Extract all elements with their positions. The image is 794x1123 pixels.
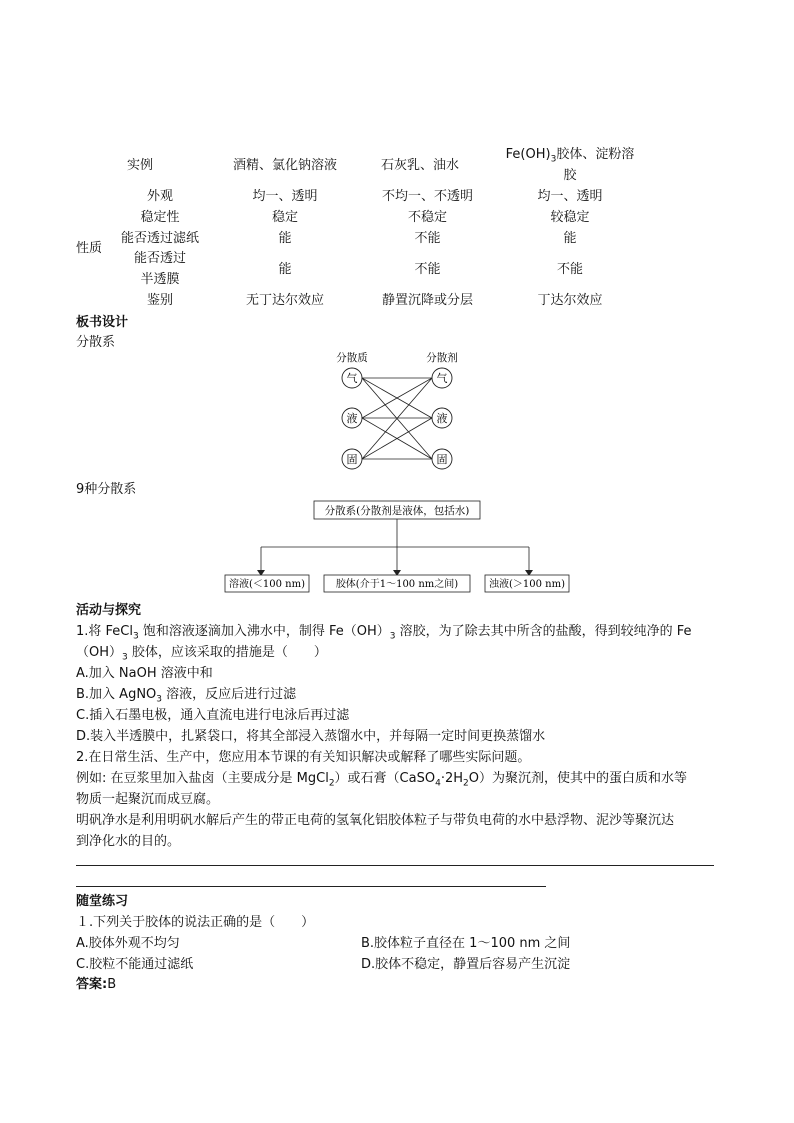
nine-systems-label: 9种分散系: [76, 482, 137, 497]
row-label: 外观: [146, 189, 173, 204]
row-label: 稳定性: [140, 210, 180, 225]
left-node-gas-label: 气: [346, 372, 358, 385]
row-label: 能否透过: [133, 251, 186, 266]
cell: 均一、透明: [252, 189, 318, 204]
table-header-suspension: 石灰乳、油水: [380, 158, 459, 173]
activity-heading: 活动与探究: [76, 603, 142, 618]
activity-option-b: B.加入 AgNO$_3$ 溶液，反应后进行过滤: [76, 687, 297, 705]
dispersion-combination-diagram: [330, 345, 470, 475]
right-node-liquid-label: 液: [436, 412, 448, 425]
colloid-label: 胶体(介于1～100 nm之间): [335, 579, 459, 590]
solution-label: 溶液(＜100 nm): [229, 579, 305, 590]
activity-q2: 2.在日常生活、生产中，您应用本节课的有关知识解决或解释了哪些实际问题。: [76, 750, 531, 765]
practice-option-b: B.胶体粒子直径在 1～100 nm 之间: [361, 936, 571, 951]
diagram-right-title: 分散剂: [426, 352, 458, 364]
left-node-liquid-label: 液: [346, 412, 358, 425]
right-node-solid-label: 固: [436, 453, 448, 466]
cell: 不能: [414, 231, 441, 246]
cell: 稳定: [271, 210, 298, 225]
cell: 较稳定: [550, 210, 590, 225]
left-node-solid-label: 固: [346, 453, 358, 466]
cell: 不均一、不透明: [381, 189, 473, 204]
practice-option-c: C.胶粒不能通过滤纸: [76, 957, 194, 972]
answer-line-2: [76, 886, 546, 887]
table-header-label: 实例: [126, 158, 153, 173]
row-label: 能否透过滤纸: [120, 231, 199, 246]
cell: 能: [563, 231, 577, 246]
cell: 能: [278, 231, 292, 246]
activity-example-line2: 物质一起聚沉而成豆腐。: [76, 792, 220, 807]
right-node-gas-label: 气: [436, 372, 448, 385]
table-header-colloid-line2: 胶: [563, 168, 577, 183]
table-header-colloid: $Fe(OH)_3$胶体、淀粉溶: [505, 147, 635, 165]
cell: 不稳定: [407, 210, 447, 225]
activity-example-line1: 例如: 在豆浆里加入盐卤（主要成分是 MgCl$_2$）或石膏$(CaSO_4\cdot 2H_2O)$为聚沉剂，使其中的蛋白质和水等: [76, 771, 687, 789]
board-heading: 板书设计: [76, 315, 129, 330]
practice-option-a: A.胶体外观不均匀: [76, 936, 180, 951]
practice-heading: 随堂练习: [76, 894, 129, 909]
suspension-label: 浊液(＞100 nm): [489, 579, 565, 590]
dispersion-classification-diagram: [220, 498, 580, 598]
cell: 无丁达尔效应: [245, 293, 324, 308]
board-subheading: 分散系: [76, 335, 116, 350]
activity-alum-line1: 明矾净水是利用明矾水解后产生的带正电荷的氢氧化铝胶体粒子与带负电荷的水中悬浮物、泥沙等聚沉达: [76, 813, 675, 828]
diagram-left-title: 分散质: [336, 352, 368, 364]
activity-alum-line2: 到净化水的目的。: [76, 834, 181, 849]
activity-option-d: D.装入半透膜中，扎紧袋口，将其全部浸入蒸馏水中，并每隔一定时间更换蒸馏水: [76, 729, 546, 744]
activity-q1-line2: $(OH)_3$ 胶体，应该采取的措施是（ ）: [76, 645, 327, 663]
table-header-solution: 酒精、氯化钠溶液: [232, 158, 337, 173]
practice-q1: １.下列关于胶体的说法正确的是（ ）: [76, 915, 315, 930]
cell: 不能: [414, 262, 441, 277]
practice-option-d: D.胶体不稳定，静置后容易产生沉淀: [361, 957, 571, 972]
activity-option-c: C.插入石墨电极，通入直流电进行电泳后再过滤: [76, 708, 350, 723]
answer-line-1: [76, 865, 714, 866]
cell: 丁达尔效应: [537, 293, 603, 308]
root-label: 分散系(分散剂是液体，包括水): [324, 505, 470, 517]
cell: 静置沉降或分层: [381, 293, 473, 308]
activity-option-a: A.加入 NaOH 溶液中和: [76, 666, 213, 681]
row-label: 鉴别: [146, 293, 173, 308]
cell: 不能: [556, 262, 583, 277]
row-label-line2: 半透膜: [140, 272, 180, 287]
practice-answer: 答案:B: [76, 977, 117, 992]
table-side-label: 性质: [76, 241, 103, 256]
cell: 能: [278, 262, 292, 277]
activity-q1-line1: 1.将 FeCl$_3$ 饱和溶液逐滴加入沸水中，制得 $Fe(OH)_3$ 溶胶，为了除去其中所含的盐酸，得到较纯净的 Fe: [76, 624, 692, 642]
diagram-links: [362, 378, 432, 459]
cell: 均一、透明: [537, 189, 603, 204]
